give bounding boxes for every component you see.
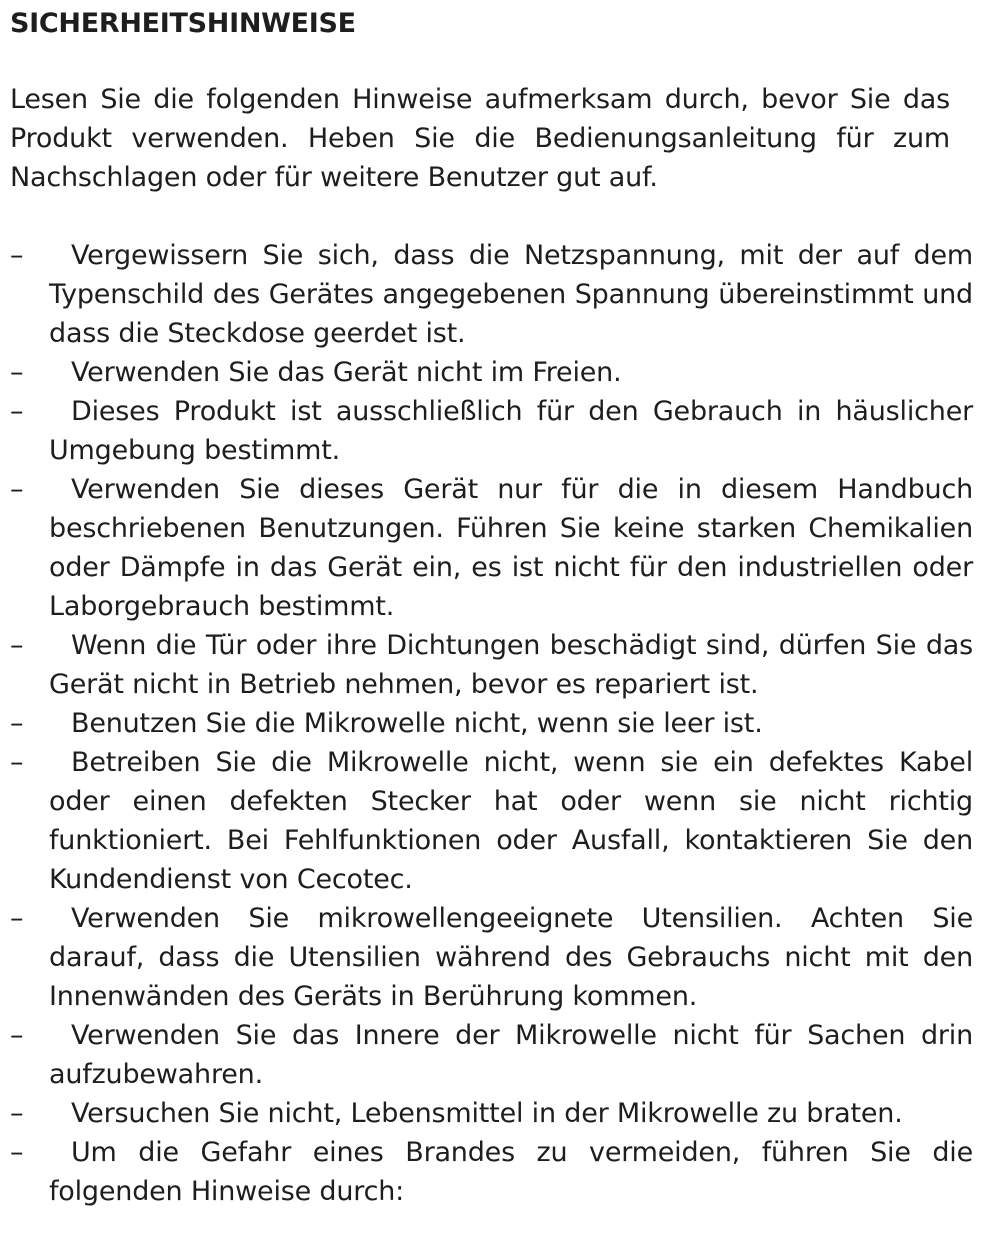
- list-item-text: Verwenden Sie dieses Gerät nur für die in diesem Handbuch beschriebenen Benutzungen. Führen Sie keine starken Chemikalien oder Dämpfe in das Gerät ein, es ist nicht für den industriellen oder Laborgebrauch bestimmt.: [49, 474, 973, 622]
- bullet-dash: –: [10, 630, 24, 661]
- list-item: [10, 743, 973, 899]
- bullet-dash: –: [10, 1137, 24, 1168]
- bullet-dash: –: [10, 396, 24, 427]
- list-item-text: Verwenden Sie das Gerät nicht im Freien.: [71, 357, 622, 388]
- list-item: [10, 899, 973, 1016]
- bullet-dash: –: [10, 357, 24, 388]
- bullet-dash: –: [10, 474, 24, 505]
- list-item-text: Benutzen Sie die Mikrowelle nicht, wenn sie leer ist.: [71, 708, 763, 739]
- list-item: [10, 236, 973, 353]
- list-item: [10, 626, 973, 704]
- intro-paragraph: Lesen Sie die folgenden Hinweise aufmerksam durch, bevor Sie das Produkt verwenden. Heben Sie die Bedienungsanleitung für zum Nachschlagen oder für weitere Benutzer gut auf.: [10, 84, 950, 193]
- list-item-text: Dieses Produkt ist ausschließlich für den Gebrauch in häuslicher Umgebung bestimmt.: [49, 396, 973, 466]
- list-item-text: Betreiben Sie die Mikrowelle nicht, wenn sie ein defektes Kabel oder einen defekten Stecker hat oder wenn sie nicht richtig funktioniert. Bei Fehlfunktionen oder Ausfall, kontaktieren Sie den Kundendienst von Cecotec.: [49, 747, 973, 895]
- list-item: [10, 392, 973, 470]
- list-item-text: Um die Gefahr eines Brandes zu vermeiden, führen Sie die folgenden Hinweise durch:: [49, 1137, 973, 1207]
- list-item-text: Verwenden Sie das Innere der Mikrowelle nicht für Sachen drin aufzubewahren.: [49, 1020, 973, 1090]
- bullet-dash: –: [10, 1098, 24, 1129]
- list-item: [10, 470, 973, 626]
- bullet-dash: –: [10, 747, 24, 778]
- list-item: [10, 353, 973, 392]
- section-heading: SICHERHEITSHINWEISE: [10, 8, 356, 39]
- list-item-text: Verwenden Sie mikrowellengeeignete Utensilien. Achten Sie darauf, dass die Utensilien während des Gebrauchs nicht mit den Innenwänden des Geräts in Berührung kommen.: [49, 903, 973, 1012]
- bullet-dash: –: [10, 1020, 24, 1051]
- list-item: [10, 1094, 973, 1133]
- bullet-dash: –: [10, 708, 24, 739]
- list-item-text: Versuchen Sie nicht, Lebensmittel in der Mikrowelle zu braten.: [71, 1098, 903, 1129]
- list-item-text: Vergewissern Sie sich, dass die Netzspannung, mit der auf dem Typenschild des Gerätes angegebenen Spannung übereinstimmt und dass die Steckdose geerdet ist.: [49, 240, 973, 349]
- bullet-dash: –: [10, 903, 24, 934]
- list-item-text: Wenn die Tür oder ihre Dichtungen beschädigt sind, dürfen Sie das Gerät nicht in Betrieb nehmen, bevor es repariert ist.: [49, 630, 973, 700]
- list-item: [10, 1133, 973, 1211]
- list-item: [10, 1016, 973, 1094]
- bullet-dash: –: [10, 240, 24, 271]
- list-item: [10, 704, 973, 743]
- safety-instructions-list: [10, 236, 973, 1211]
